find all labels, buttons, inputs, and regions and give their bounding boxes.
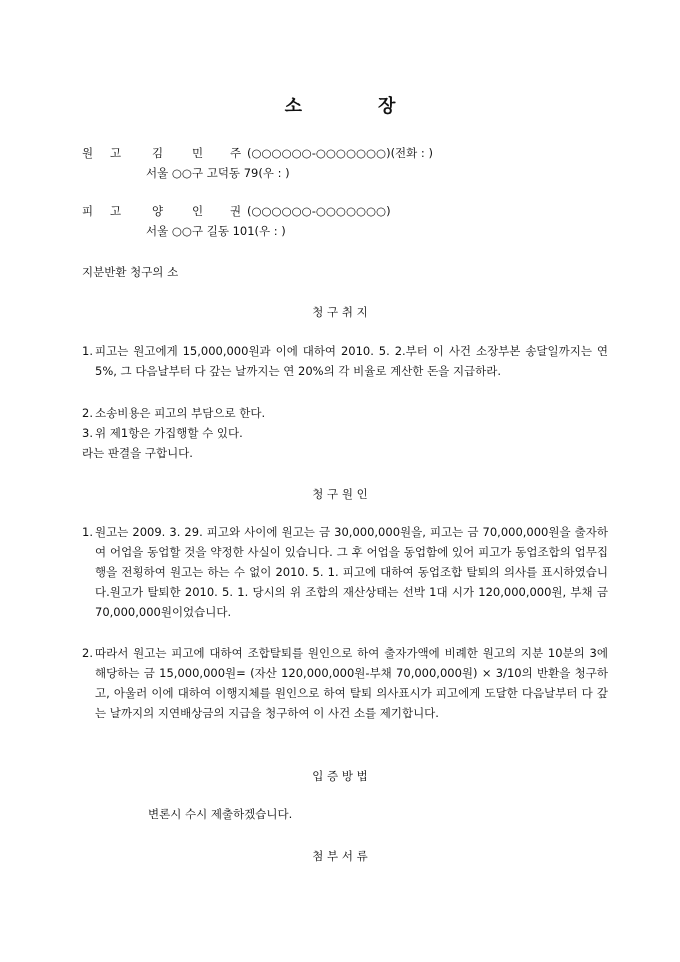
claim-text: 피고는 원고에게 15,000,000원과 이에 대하여 2010. 5. 2.부터 이 사건 소장부본 송달일까지는 연 5%, 그 다음날부터 다 갚는 날까지는 연 20%의 각 비율로 계산한 돈을 지급하라. (95, 344, 608, 378)
cause-item (82, 643, 608, 723)
defendant-line (82, 203, 391, 219)
plaintiff-name-1: 김 (152, 146, 164, 160)
claim-number: 3. (82, 426, 93, 440)
title-left: 소 (284, 96, 302, 117)
claim-item (82, 423, 608, 443)
plaintiff-name-3: 주 (230, 146, 242, 160)
claim-closing: 라는 판결을 구합니다. (82, 446, 193, 460)
defendant-name-3: 권 (230, 204, 242, 218)
cause-text: 원고는 2009. 3. 29. 피고와 사이에 원고는 금 30,000,000원을, 피고는 금 70,000,000원을 출자하여 어업을 동업할 것을 약정한 사실이 있습니다. 그 후 어업을 동업함에 있어 피고가 동업조합의 업무집행을 전횡하여 원고는 하는 수 없이 2010. 5. 1. 피고에 대하여 동업조합 탈퇴의 의사를 표시하였습니다.원고가 탈퇴한 2010. 5. 1. 당시의 위 조합의 재산상태는 선박 1대 시가 120,000,000원, 부채 금 70,000,000원이었습니다. (95, 525, 608, 619)
claim-number: 2. (82, 406, 93, 420)
claim-item (82, 403, 608, 423)
claim-text: 위 제1항은 가집행할 수 있다. (95, 426, 243, 440)
title-right: 장 (378, 96, 396, 117)
defendant-id: (○○○○○○-○○○○○○○) (247, 204, 391, 218)
plaintiff-line (82, 145, 433, 161)
claim-number: 1. (82, 344, 93, 358)
cause-number: 2. (82, 646, 93, 660)
claim-heading: 청 구 취 지 (312, 305, 368, 319)
document-title (0, 92, 680, 118)
plaintiff-label-1: 원 (82, 146, 94, 160)
cause-number: 1. (82, 525, 93, 539)
defendant-address: 서울 ○○구 길동 101(우 : ) (146, 224, 286, 238)
claim-item (82, 341, 608, 381)
plaintiff-address: 서울 ○○구 고덕동 79(우 : ) (146, 166, 290, 180)
cause-text: 따라서 원고는 피고에 대하여 조합탈퇴를 원인으로 하여 출자가액에 비례한 원고의 지분 10분의 3에 해당하는 금 15,000,000원= (자산 120,000,000원-부채 70,000,000원) × 3/10의 반환을 청구하고, 아울러 이에 대하여 이행지체를 원인으로 하여 탈퇴 의사표시가 피고에게 도달한 다음날부터 다 갚는 날까지의 지연배상금의 지급을 청구하여 이 사건 소를 제기합니다. (95, 646, 608, 720)
case-title: 지분반환 청구의 소 (82, 265, 179, 279)
evidence-text: 변론시 수시 제출하겠습니다. (148, 807, 293, 821)
defendant-label-2: 고 (110, 204, 122, 218)
attachments-heading: 첨 부 서 류 (312, 849, 368, 863)
defendant-label-1: 피 (82, 204, 94, 218)
evidence-heading: 입 증 방 법 (312, 769, 368, 783)
cause-item (82, 522, 608, 622)
cause-heading: 청 구 원 인 (312, 487, 368, 501)
plaintiff-name-2: 민 (192, 146, 204, 160)
plaintiff-label-2: 고 (110, 146, 122, 160)
defendant-name-1: 양 (152, 204, 164, 218)
defendant-name-2: 인 (192, 204, 204, 218)
claim-text: 소송비용은 피고의 부담으로 한다. (95, 406, 266, 420)
plaintiff-id-phone: (○○○○○○-○○○○○○○)(전화 : ) (247, 146, 433, 160)
